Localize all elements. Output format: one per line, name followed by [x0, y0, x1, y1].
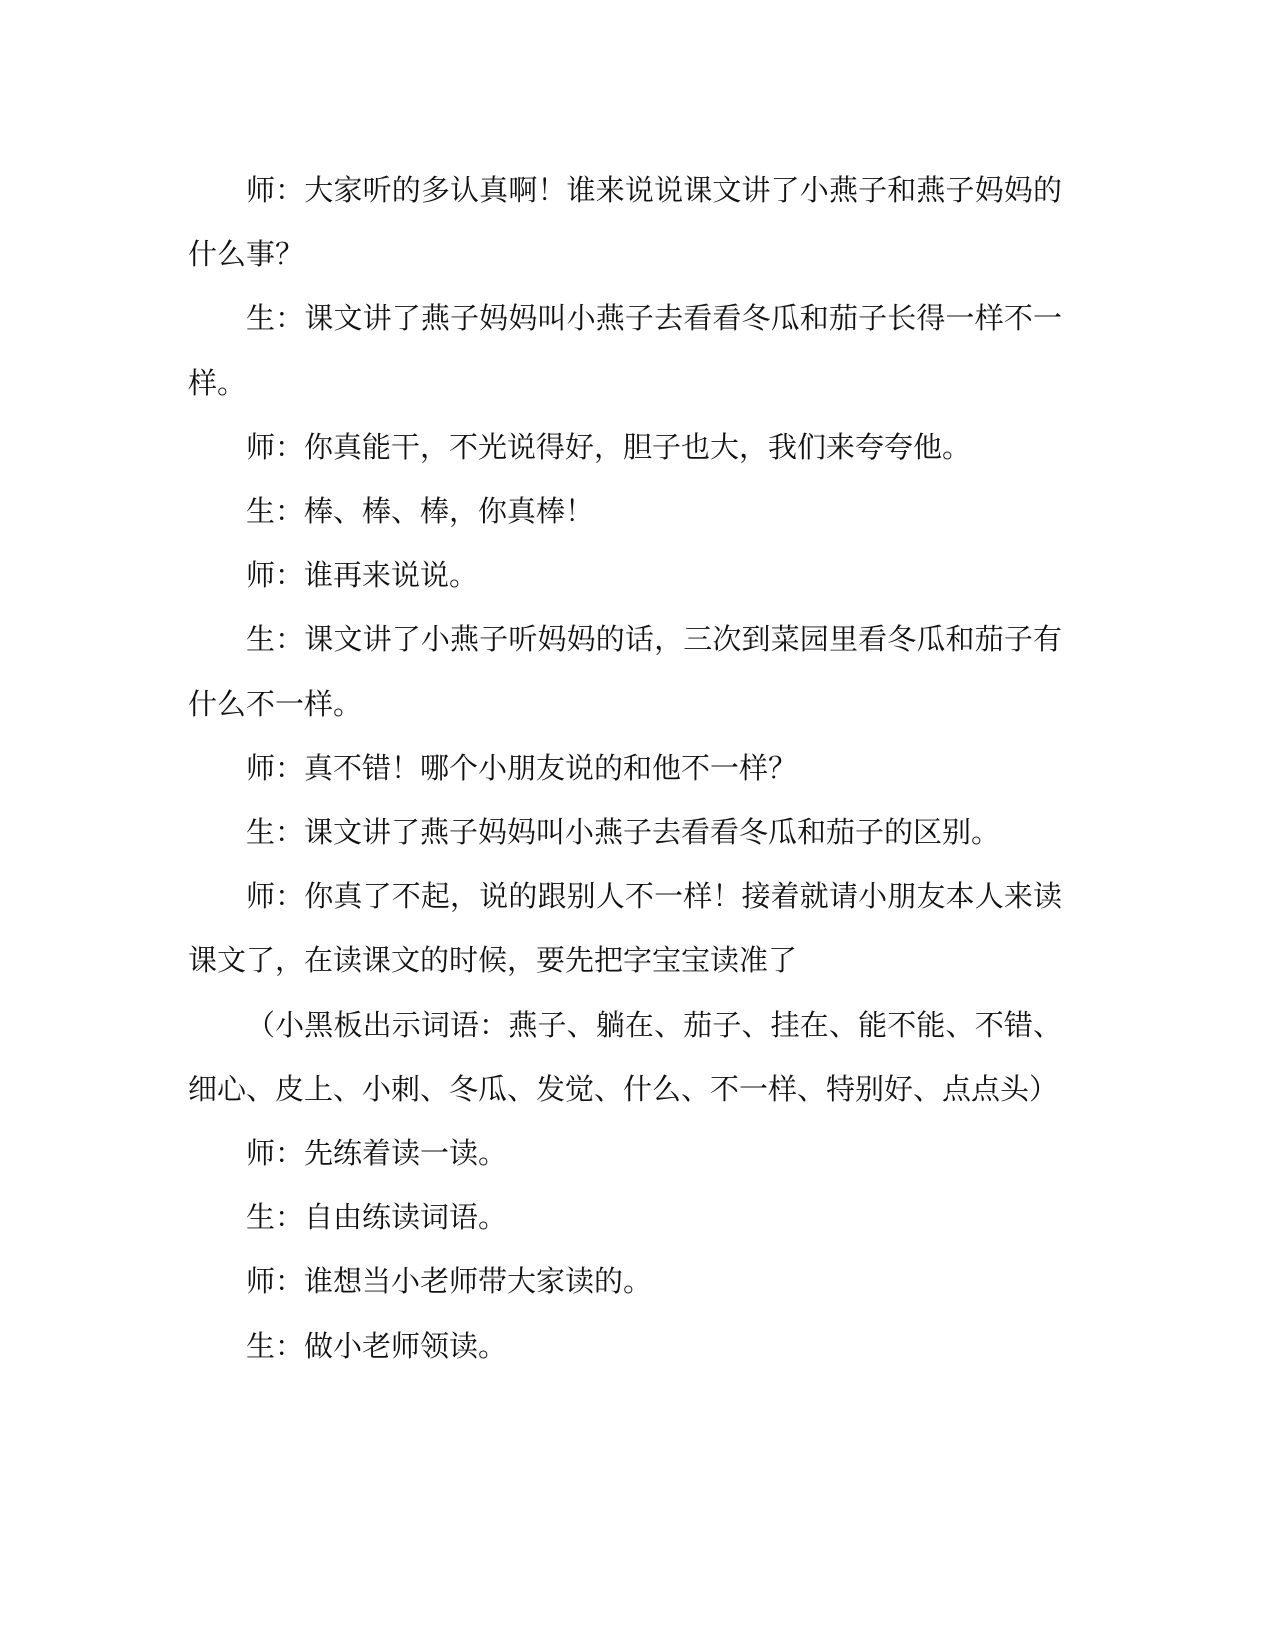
paragraph-student-cheer: 生：棒、棒、棒，你真棒！: [246, 494, 595, 529]
document-body: [188, 158, 1062, 1378]
paragraph-teacher-question-2: 师：真不错！哪个小朋友说的和他不一样？: [246, 750, 798, 785]
paragraph-student-leader: 生：做小老师领读。: [246, 1328, 508, 1363]
paragraph-teacher-leader: 师：谁想当小老师带大家读的。: [246, 1264, 653, 1299]
paragraph-teacher-prompt: 师：谁再来说说。: [246, 558, 479, 593]
paragraph-student-answer-3: 生：课文讲了燕子妈妈叫小燕子去看看冬瓜和茄子的区别。: [246, 815, 1001, 850]
paragraph-teacher-practice: 师：先练着读一读。: [246, 1136, 508, 1171]
paragraph-teacher-praise: 师：你真能干，不光说得好，胆子也大，我们来夸夸他。: [246, 429, 972, 464]
paragraph-student-practice: 生：自由练读词语。: [246, 1200, 508, 1235]
paragraph-student-answer: 生：课文讲了燕子妈妈叫小燕子去看看冬瓜和茄子长得一样不一样。: [188, 301, 1062, 400]
paragraph-teacher-instruction: 师：你真了不起，说的跟别人不一样！接着就请小朋友本人来读课文了，在读课文的时候，要先把字宝宝读准了: [188, 879, 1062, 978]
paragraph-student-answer-2: 生：课文讲了小燕子听妈妈的话，三次到菜园里看冬瓜和茄子有什么不一样。: [188, 622, 1062, 721]
paragraph-vocabulary-list: （小黑板出示词语：燕子、躺在、茄子、挂在、能不能、不错、细心、皮上、小刺、冬瓜、发觉、什么、不一样、特别好、点点头）: [188, 1007, 1062, 1106]
paragraph-teacher-question: 师：大家听的多认真啊！谁来说说课文讲了小燕子和燕子妈妈的什么事？: [188, 173, 1062, 272]
